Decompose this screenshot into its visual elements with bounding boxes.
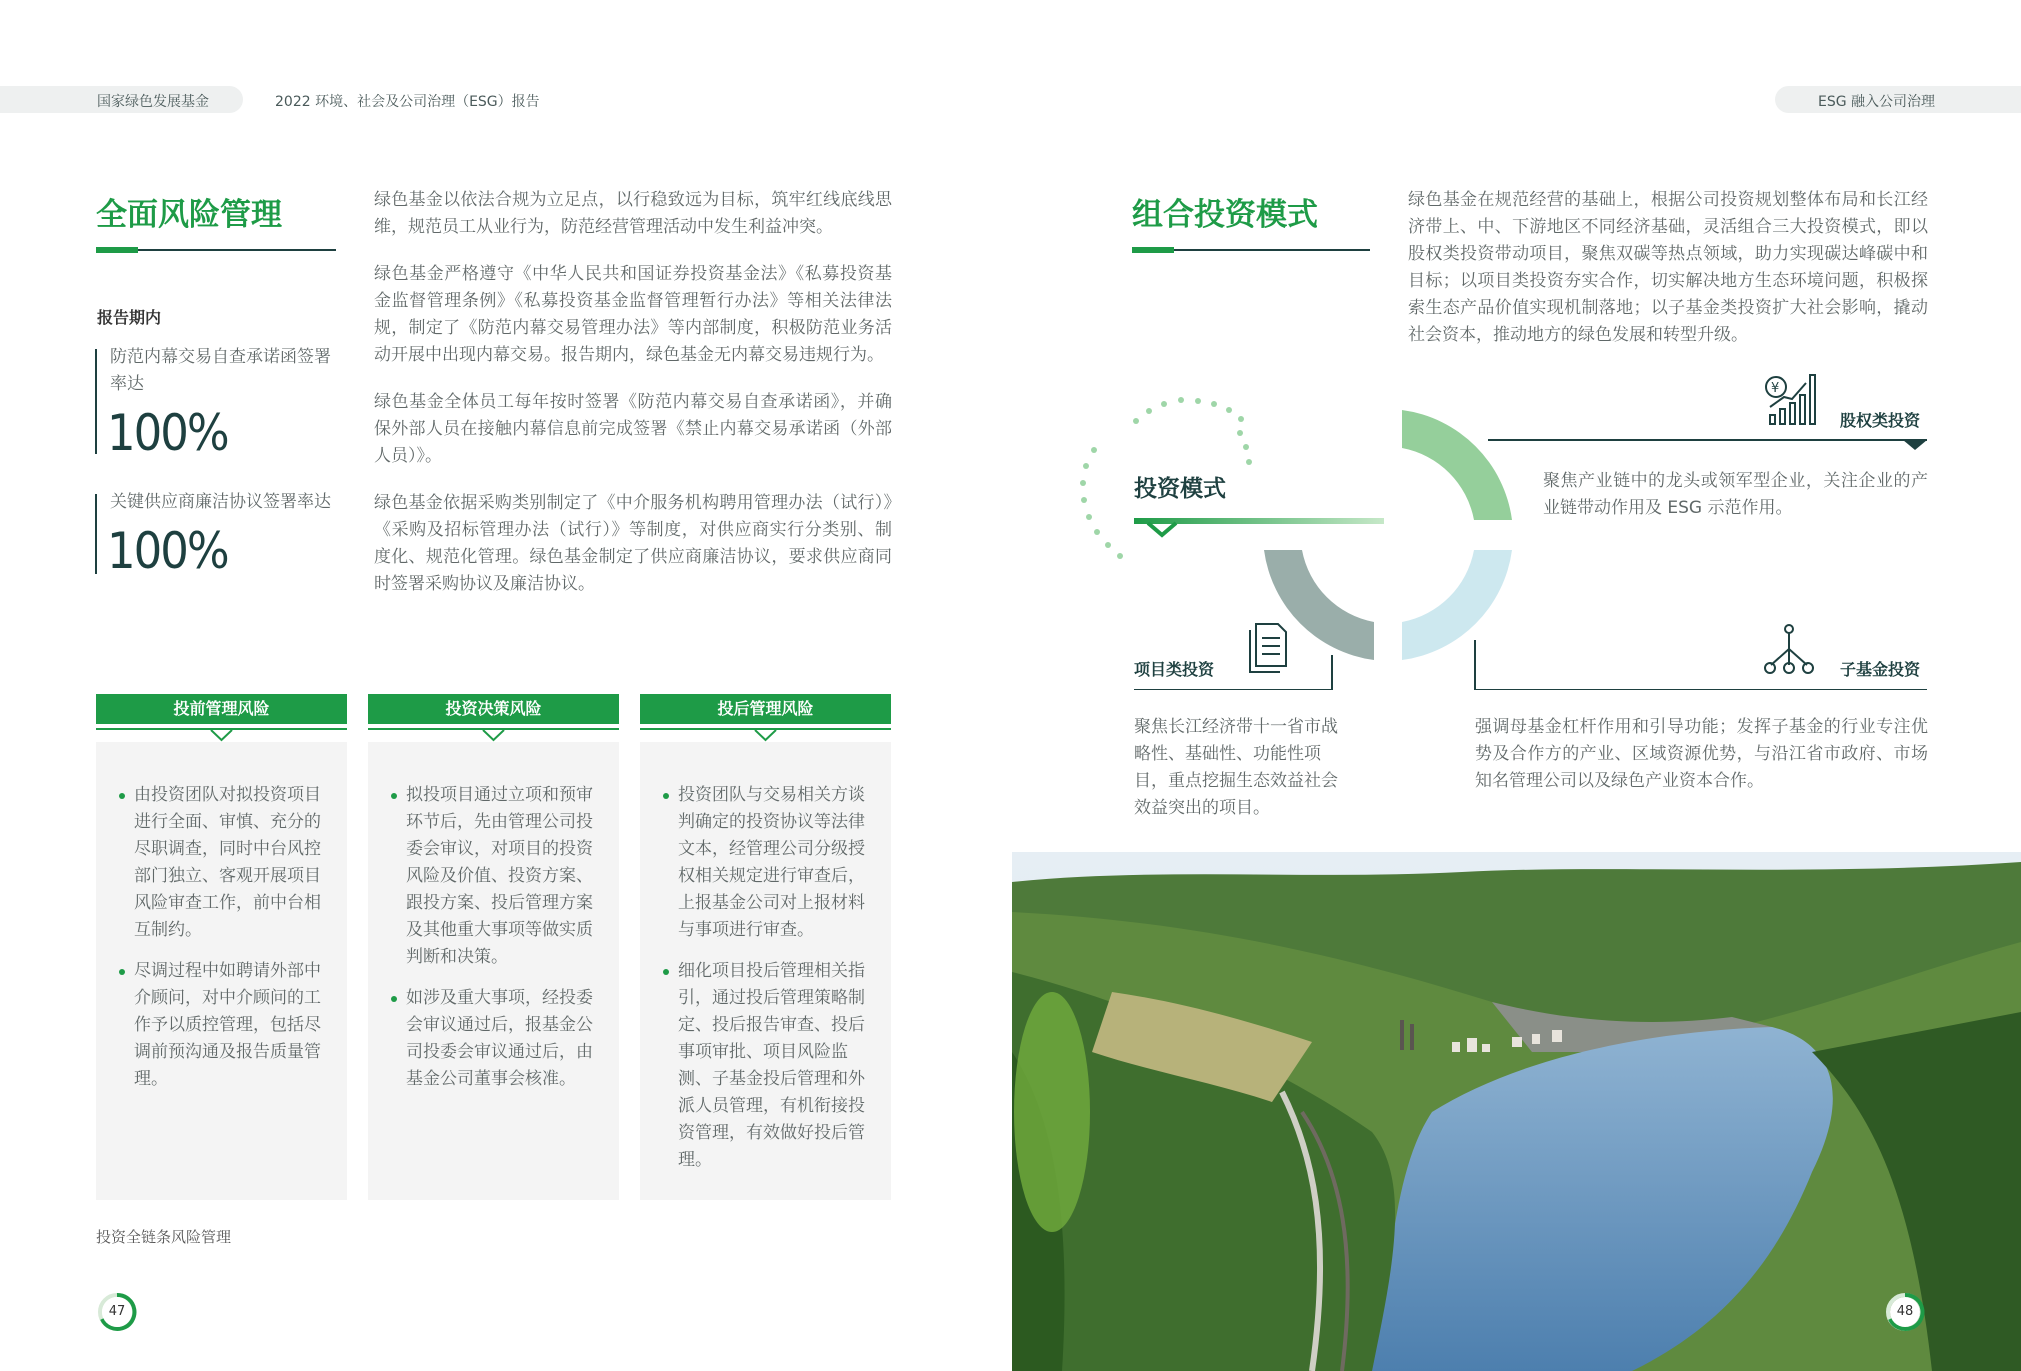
column-title: 投资决策风险 [368, 694, 619, 724]
period-label: 报告期内 [97, 308, 162, 327]
mode-center-label: 投资模式 [1134, 476, 1226, 502]
document-icon [1246, 622, 1290, 674]
list-item: 拟投项目通过立项和预审环节后，先由管理公司投委会审议，对项目的投资风险及价值、投资方案、跟投方案、投后管理方案及其他重大事项等做实质判断和决策。 [406, 782, 599, 971]
mode-desc-equity: 聚焦产业链中的龙头或领军型企业，关注企业的产业链带动作用及 ESG 示范作用。 [1543, 471, 1928, 518]
title-underline-accent [1132, 247, 1174, 253]
risk-column-pre [96, 694, 347, 1200]
stat-value-1: 100% [107, 404, 228, 462]
paragraph-3: 绿色基金全体员工每年按时签署《防范内幕交易自查承诺函》，并确保外部人员在接触内幕信息前完成签署《禁止内幕交易承诺函（外部人员）》。 [374, 392, 892, 466]
investment-mode-diagram [1070, 390, 2021, 690]
stat-label-2: 关键供应商廉洁协议签署率达 [110, 492, 331, 512]
mode-label-equity: 股权类投资 [1840, 411, 1921, 430]
column-pointer-icon [368, 730, 619, 742]
header-org: 国家绿色发展基金 [97, 94, 209, 110]
risk-column-decision [368, 694, 619, 1200]
figure-caption: 投资全链条风险管理 [96, 1228, 232, 1246]
landscape-illustration [1012, 852, 2021, 1371]
stat-value-2: 100% [107, 522, 228, 580]
mode-desc-subfund: 强调母基金杠杆作用和引导功能；发挥子基金的行业专注优势及合作方的产业、区域资源优势，与沿江省市政府、市场知名管理公司以及绿色产业资本合作。 [1475, 717, 1928, 791]
growth-chart-icon [1762, 373, 1820, 425]
column-title: 投后管理风险 [640, 694, 891, 724]
river-valley-photo [1012, 852, 2021, 1371]
mode-label-project: 项目类投资 [1134, 660, 1215, 679]
paragraph-1: 绿色基金以依法合规为立足点，以行稳致远为目标，筑牢红线底线思维，规范员工从业行为，防范经营管理活动中发生利益冲突。 [374, 190, 892, 237]
column-pointer-icon [96, 730, 347, 742]
paragraph-4: 绿色基金依据采购类别制定了《中介服务机构聘用管理办法（试行）》《采购及招标管理办法（试行）》等制度，对供应商实行分类别、制度化、规范化管理。绿色基金制定了供应商廉洁协议，要求供应商同时签署采购协议及廉洁协议。 [374, 493, 892, 594]
list-item: 细化项目投后管理相关指引，通过投后管理策略制定、投后报告审查、投后事项审批、项目风险监测、子基金投后管理和外派人员管理，有机衔接投资管理，有效做好投后管理。 [678, 958, 871, 1174]
stat-label-1: 防范内幕交易自查承诺函签署率达 [110, 347, 331, 394]
list-item: 投资团队与交易相关方谈判确定的投资协议等法律文本，经管理公司分级授权相关规定进行审查后，上报基金公司对上报材料与事项进行审查。 [678, 782, 871, 944]
list-item: 尽调过程中如聘请外部中介顾问，对中介顾问的工作予以质控管理，包括尽调前预沟通及报告质量管理。 [134, 958, 327, 1093]
risk-column-post [640, 694, 891, 1200]
column-pointer-icon [640, 730, 891, 742]
left-section-title: 全面风险管理 [96, 197, 282, 233]
right-section-title: 组合投资模式 [1132, 197, 1318, 233]
stat-bar-2 [95, 494, 97, 574]
list-item: 如涉及重大事项，经投委会审议通过后，报基金公司投委会审议通过后，由基金公司董事会核准。 [406, 985, 599, 1093]
mode-label-subfund: 子基金投资 [1840, 660, 1921, 679]
header-section: ESG 融入公司治理 [1818, 94, 1936, 110]
column-body [96, 742, 347, 1200]
page-number-right: 48 [1890, 1297, 1920, 1327]
network-tree-icon [1763, 623, 1815, 675]
mode-desc-project: 聚焦长江经济带十一省市战略性、基础性、功能性项目，重点挖掘生态效益社会效益突出的项目。 [1134, 717, 1338, 818]
paragraph-2: 绿色基金严格遵守《中华人民共和国证券投资基金法》《私募投资基金监督管理条例》《私募投资基金监督管理暂行办法》等相关法律法规，制定了《防范内幕交易管理办法》等内部制度，积极防范业务活动开展中出现内幕交易。报告期内，绿色基金无内幕交易违规行为。 [374, 264, 892, 365]
header-report-title: 2022 环境、社会及公司治理（ESG）报告 [275, 94, 540, 110]
column-body [640, 742, 891, 1200]
column-body [368, 742, 619, 1200]
intro-paragraph: 绿色基金在规范经营的基础上，根据公司投资规划整体布局和长江经济带上、中、下游地区不同经济基础，灵活组合三大投资模式，即以股权类投资带动项目，聚焦双碳等热点领域，助力实现碳达峰碳中和目标；以项目类投资夯实合作，切实解决地方生态环境问题，积极探索生态产品价值实现机制落地；以子基金类投资扩大社会影响，撬动社会资本，推动地方的绿色发展和转型升级。 [1408, 190, 1928, 345]
column-title: 投前管理风险 [96, 694, 347, 724]
title-underline-accent [96, 247, 138, 253]
stat-bar-1 [95, 349, 97, 454]
list-item: 由投资团队对拟投资项目进行全面、审慎、充分的尽职调查，同时中台风控部门独立、客观开展项目风险审查工作，前中台相互制约。 [134, 782, 327, 944]
svg-text:¥: ¥ [1771, 381, 1780, 396]
page-number-left: 47 [102, 1297, 132, 1327]
